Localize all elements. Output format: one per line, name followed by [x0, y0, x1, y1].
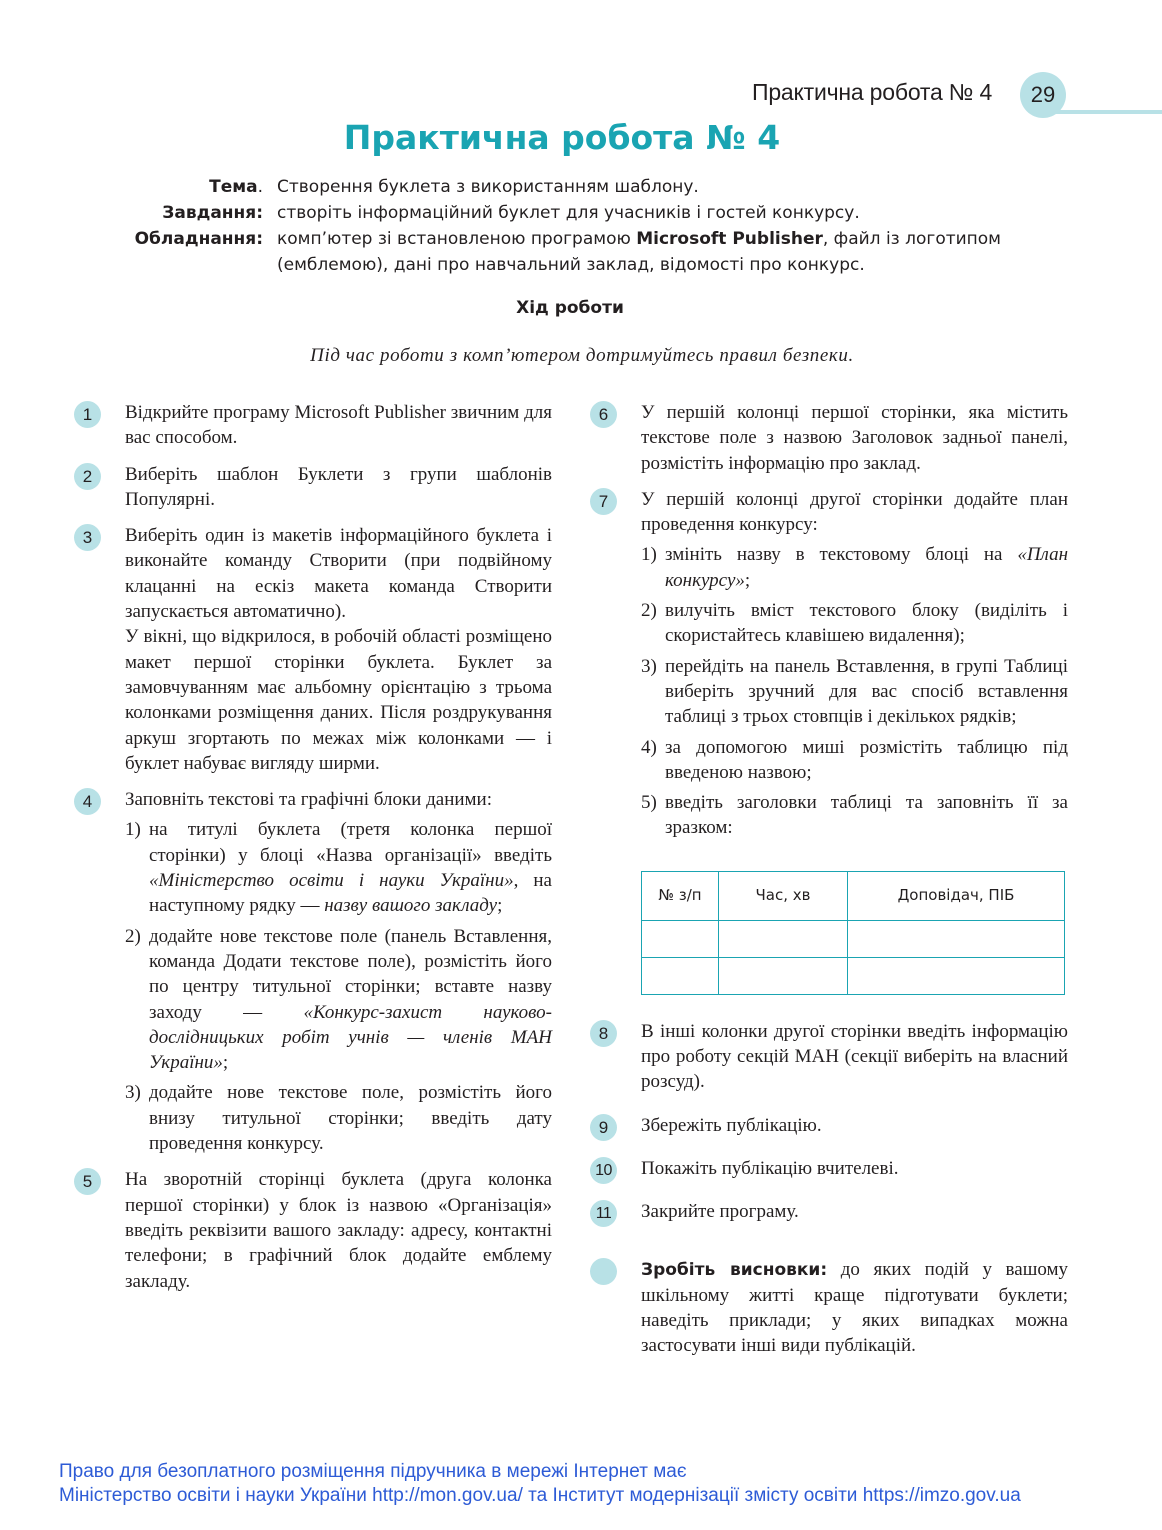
substep-number: 2): [125, 925, 141, 947]
step-8: [590, 1019, 1068, 1095]
header-rule: [1048, 110, 1162, 114]
conclusion-marker: [590, 1258, 617, 1285]
step-text: В інші колонки другої сторінки введіть інформацію про роботу секцій МАН (секції виберіть на власний розсуд).: [641, 1020, 1068, 1093]
conclusion-label: Зробіть висновки:: [641, 1259, 828, 1280]
substep-text: вилучіть вміст текстового блоку (виділіть і скористайтесь клавішею видалення);: [665, 600, 1068, 647]
step-number: 5: [74, 1168, 101, 1195]
equipment-value: комп’ютер зі встановленою програмою Microsoft Publisher, файл із логотипом (емблемою), дані про навчальний заклад, відомості про конкурс.: [277, 229, 1002, 275]
info-block: [100, 174, 1060, 278]
task-row: [100, 200, 1060, 226]
page-title: Практична робота № 4: [343, 118, 781, 157]
step-text: Збережіть публікацію.: [641, 1114, 822, 1136]
table-row: [642, 920, 1065, 957]
conclusion-body: до яких подій у вашому шкільному житті краще підготувати буклети; наведіть приклади; у яких випадках можна застосувати інші види публікацій.: [641, 1258, 1068, 1357]
table-header-row: [642, 871, 1065, 920]
topic-value: Створення буклета з використанням шаблону.: [277, 177, 699, 197]
step-number: 6: [590, 401, 617, 428]
substep-number: 3): [125, 1082, 141, 1104]
step-6: [590, 400, 1068, 476]
step-number: 3: [74, 524, 101, 551]
footer-line-2: Міністерство освіти і науки України http://mon.gov.ua/ та Інститут модернізації змісту освіти https://imzo.gov.ua: [59, 1485, 1021, 1506]
running-title: Практична робота № 4: [752, 79, 993, 105]
table-cell: [719, 957, 848, 994]
substep-7-3: [641, 654, 1068, 730]
substep-7-5: [641, 790, 1068, 841]
step-number: 10: [590, 1157, 617, 1184]
step-2: [74, 462, 552, 513]
table-cell: [719, 920, 848, 957]
table-header-number: № з/п: [642, 871, 719, 920]
substep-text: додайте нове текстове поле (панель Вставлення, команда Додати текстове поле), розмістіть його по центру титульної сторінки; вставте назву заходу —: [149, 925, 552, 1023]
table-cell: [642, 920, 719, 957]
step-text: Виберіть шаблон Буклети з групи шаблонів Популярні.: [125, 463, 552, 510]
substep-text: ;: [497, 895, 503, 917]
safety-note: Під час роботи з комп’ютером дотримуйтесь правил безпеки.: [310, 345, 854, 366]
substep-italic: «План конкурсу»: [665, 544, 1068, 591]
substep-italic: назву вашого закладу: [324, 895, 498, 917]
task-label: Завдання:: [162, 203, 263, 223]
footer-notice: [59, 1460, 1021, 1508]
substep-text: на титулі буклета (третя колонка першої сторінки) у блоці «Назва організації» введіть: [149, 819, 552, 866]
step-number: 8: [590, 1020, 617, 1047]
footer-line-1: Право для безоплатного розміщення підручника в мережі Інтернет має: [59, 1461, 687, 1482]
step-text: Покажіть публікацію вчителеві.: [641, 1157, 899, 1179]
substep-7-1: [641, 542, 1068, 593]
step-number: 2: [74, 463, 101, 490]
equipment-label: Обладнання:: [134, 229, 263, 249]
substep-number: 5): [641, 792, 657, 814]
page-number-badge: 29: [1020, 72, 1066, 118]
step-text: Заповніть текстові та графічні блоки даними:: [125, 789, 493, 811]
substep-text: додайте нове текстове поле, розмістіть його внизу титульної сторінки; введіть дату проведення конкурсу.: [149, 1082, 552, 1155]
step-text: Виберіть один із макетів інформаційного буклета і виконайте команду Створити (при подвійному клацанні на ескіз макета команда Створити запускається автоматично).: [125, 525, 552, 623]
substep-number: 3): [641, 655, 657, 677]
step-number: 1: [74, 401, 101, 428]
step-1: [74, 400, 552, 451]
substep-text: змініть назву в текстовому блоці на: [665, 544, 1018, 566]
sample-table: [641, 871, 1065, 995]
substep-italic: «Конкурс-захист науково-дослідницьких робіт учнів — членів МАН України»: [149, 1001, 553, 1074]
substep-text: ;: [744, 569, 751, 591]
step-number: 9: [590, 1114, 617, 1141]
step-text: Закрийте програму.: [641, 1201, 799, 1223]
substep-text: за допомогою миші розмістіть таблицю під введеною назвою;: [665, 736, 1068, 783]
substep-text: введіть заголовки таблиці та заповніть її за зразком:: [665, 792, 1068, 839]
conclusion: [590, 1257, 1068, 1359]
substep-4-2: [125, 924, 552, 1076]
substep-4-3: [125, 1080, 552, 1156]
step-number: 4: [74, 788, 101, 815]
table-header-time: Час, хв: [719, 871, 848, 920]
substep-text: перейдіть на панель Вставлення, в групі Таблиці виберіть зручний для вас спосіб вставлення таблиці з трьох стовпців і декількох рядків;: [665, 655, 1068, 728]
step-10: [590, 1156, 1068, 1181]
step-text: У першій колонці першої сторінки, яка містить текстове поле з назвою Заголовок задньої панелі, розмістіть інформацію про заклад.: [641, 402, 1068, 474]
substep-number: 1): [125, 819, 141, 841]
topic-row: [100, 174, 1060, 200]
substep-text: ;: [222, 1052, 229, 1074]
table-cell: [848, 957, 1065, 994]
table-cell: [642, 957, 719, 994]
step-number: 11: [590, 1200, 617, 1227]
table-header-speaker: Доповідач, ПІБ: [848, 871, 1065, 920]
equipment-row: [100, 226, 1060, 278]
step-text: У першій колонці другої сторінки додайте план проведення конкурсу:: [641, 488, 1068, 536]
task-value: створіть інформаційний буклет для учасників і гостей конкурсу.: [277, 203, 860, 223]
conclusion-text: [641, 1257, 1068, 1359]
step-number: 7: [590, 488, 617, 515]
step-4: [74, 787, 552, 1156]
step-7: [590, 487, 1068, 995]
substep-number: 4): [641, 736, 657, 758]
topic-label: Тема.: [209, 177, 263, 197]
step-9: [590, 1113, 1068, 1138]
step-text: Відкрийте програму Microsoft Publisher звичним для вас способом.: [125, 402, 552, 449]
substep-number: 1): [641, 544, 657, 566]
substep-7-4: [641, 735, 1068, 786]
step-5: [74, 1167, 552, 1293]
substep-4-1: [125, 817, 552, 918]
substep-text: , на наступному рядку —: [149, 870, 552, 917]
substep-italic: «Міністерство освіти і науки України»: [149, 870, 514, 892]
right-column: [590, 400, 1068, 1370]
step-text: На зворотній сторінці буклета (друга колонка першої сторінки) у блок із назвою «Організація» введіть реквізити вашого закладу: адресу, контактні телефони; в графічний блок додайте емблему закладу.: [125, 1169, 552, 1292]
substep-7-2: [641, 598, 1068, 649]
step-text-continued: У вікні, що відкрилося, в робочій області розміщено макет першої сторінки буклета. Буклет за замовчуванням має альбомну орієнтацію з трьома колонками розміщення даних. Після роздрукування аркуш згортають по межах між колонками — і буклет набуває вигляду ширми.: [125, 626, 552, 774]
section-heading: Хід роботи: [516, 298, 624, 318]
step-11: [590, 1199, 1068, 1224]
left-column: [74, 400, 552, 1305]
substep-number: 2): [641, 600, 657, 622]
table-cell: [848, 920, 1065, 957]
step-3: [74, 523, 552, 776]
table-row: [642, 957, 1065, 994]
